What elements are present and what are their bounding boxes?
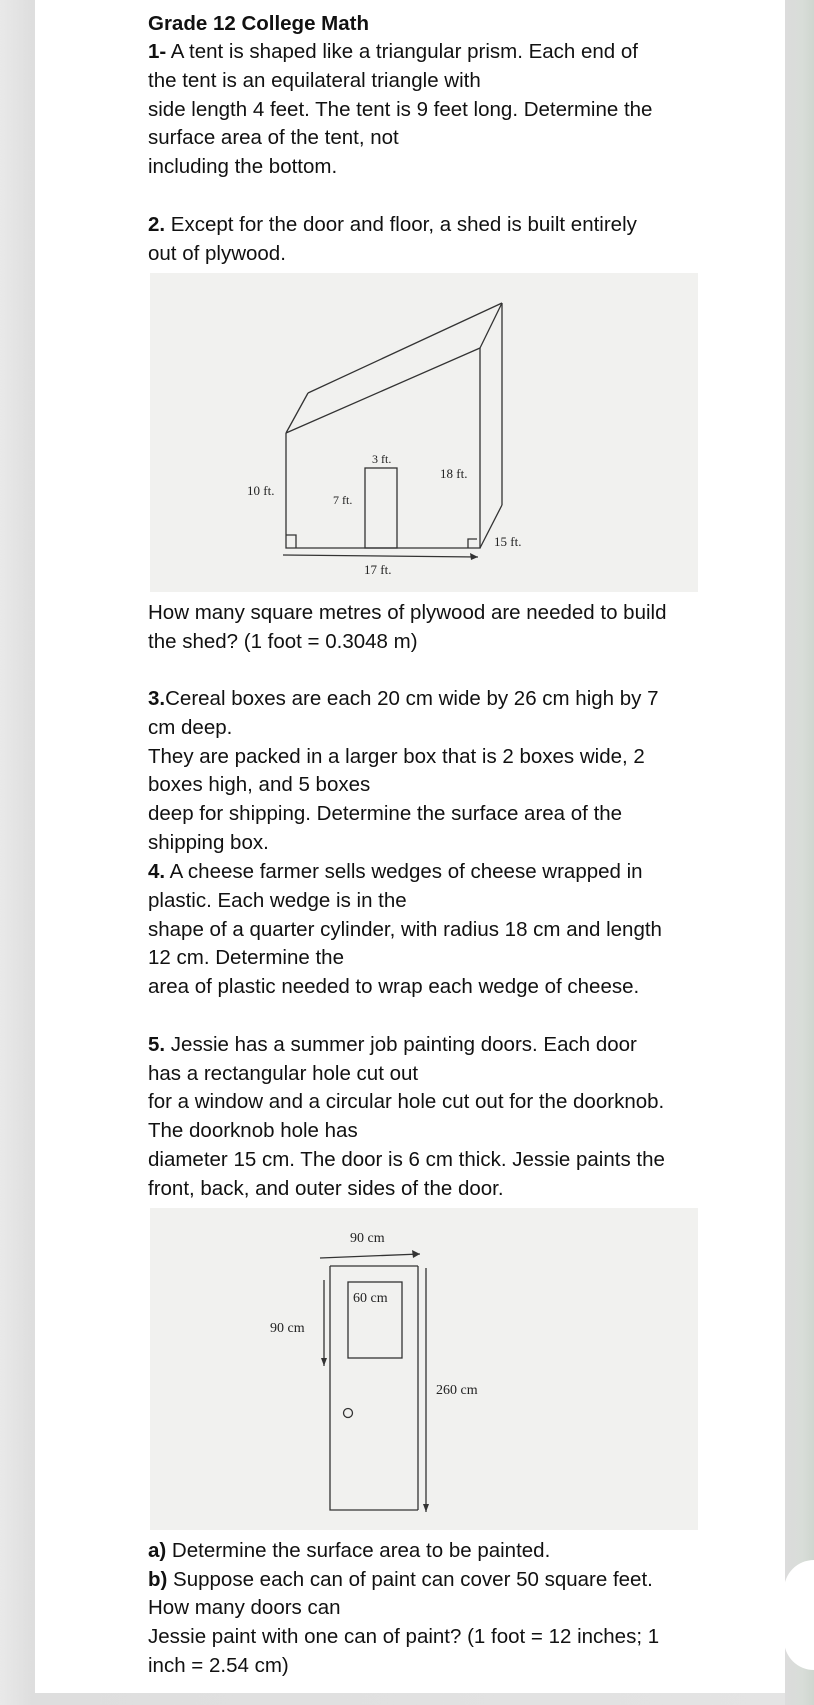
- shed-diagram: [150, 273, 698, 592]
- shed-roof-right-edge: [480, 303, 502, 348]
- label-60cm: 60 cm: [353, 1291, 388, 1306]
- q2-question-line-1: How many square metres of plywood are needed to build: [148, 601, 667, 624]
- q3-line-6: shipping box.: [148, 831, 269, 854]
- q5-line-6: front, back, and outer sides of the door.: [148, 1177, 504, 1200]
- label-90cm-left: 90 cm: [270, 1321, 305, 1336]
- q1-line-1: 1- A tent is shaped like a triangular prism. Each end of: [148, 40, 639, 63]
- q3-line-2: cm deep.: [148, 716, 233, 739]
- q5-part-a: a) Determine the surface area to be painted.: [148, 1539, 551, 1562]
- label-15ft: 15 ft.: [494, 534, 522, 549]
- q5-line-2: has a rectangular hole cut out: [148, 1062, 419, 1085]
- right-angle-right: [468, 539, 477, 548]
- label-10ft: 10 ft.: [247, 483, 275, 498]
- q1-line-2: the tent is an equilateral triangle with: [148, 69, 481, 92]
- q1-line-3: side length 4 feet. The tent is 9 feet long. Determine the: [148, 98, 653, 121]
- label-18ft: 18 ft.: [440, 466, 468, 481]
- door-diagram: [150, 1208, 698, 1530]
- q1-line-4: surface area of the tent, not: [148, 126, 399, 149]
- shed-roof-back-edge: [308, 303, 502, 393]
- door-figure: [150, 1208, 698, 1530]
- window-arrow-head: [321, 1358, 327, 1366]
- shed-roof-left-edge: [286, 393, 308, 433]
- q3-line-1: 3.Cereal boxes are each 20 cm wide by 26 cm high by 7: [148, 687, 659, 710]
- q2-question-line-2: the shed? (1 foot = 0.3048 m): [148, 630, 418, 653]
- q4-line-5: area of plastic needed to wrap each wedge of cheese.: [148, 975, 640, 998]
- q5-part-b-line-1: b) Suppose each can of paint can cover 50 square feet.: [148, 1568, 653, 1591]
- page-title: Grade 12 College Math: [148, 12, 370, 35]
- q3-line-3: They are packed in a larger box that is 2 boxes wide, 2: [148, 745, 645, 768]
- shed-door: [365, 468, 397, 548]
- shed-front-wall: [286, 348, 480, 548]
- q4-line-2: plastic. Each wedge is in the: [148, 889, 407, 912]
- scroll-handle[interactable]: [784, 1560, 814, 1670]
- right-angle-left: [286, 535, 296, 548]
- q1-line-5: including the bottom.: [148, 155, 338, 178]
- q2-line-1: 2. Except for the door and floor, a shed is built entirely: [148, 213, 637, 236]
- doorknob-hole: [344, 1409, 353, 1418]
- q3-line-5: deep for shipping. Determine the surface area of the: [148, 802, 623, 825]
- q5-line-3: for a window and a circular hole cut out for the doorknob.: [148, 1090, 665, 1113]
- shed-roof-front-edge: [286, 348, 480, 433]
- width-dimension-line: [283, 555, 478, 557]
- label-17ft: 17 ft.: [364, 562, 392, 577]
- q5-line-1: 5. Jessie has a summer job painting doors. Each door: [148, 1033, 637, 1056]
- q5-part-b-line-2: How many doors can: [148, 1596, 341, 1619]
- label-90cm-top: 90 cm: [350, 1231, 385, 1246]
- q4-line-4: 12 cm. Determine the: [148, 946, 344, 969]
- q5-part-b-line-3: Jessie paint with one can of paint? (1 foot = 12 inches; 1: [148, 1625, 660, 1648]
- q2-line-2: out of plywood.: [148, 242, 286, 265]
- label-7ft: 7 ft.: [333, 493, 353, 507]
- q4-line-3: shape of a quarter cylinder, with radius 18 cm and length: [148, 918, 662, 941]
- q5-line-4: The doorknob hole has: [148, 1119, 358, 1142]
- label-260cm: 260 cm: [436, 1383, 478, 1398]
- top-arrow-head: [412, 1250, 420, 1258]
- q4-line-1: 4. A cheese farmer sells wedges of cheese wrapped in: [148, 860, 643, 883]
- shed-figure: [150, 273, 698, 592]
- page-edge: [785, 0, 814, 1705]
- q3-line-4: boxes high, and 5 boxes: [148, 773, 371, 796]
- height-arrow-head: [423, 1504, 429, 1512]
- top-width-dimension: [320, 1254, 420, 1258]
- width-arrow-head: [470, 553, 478, 560]
- q5-part-b-line-4: inch = 2.54 cm): [148, 1654, 289, 1677]
- q5-line-5: diameter 15 cm. The door is 6 cm thick. Jessie paints the: [148, 1148, 665, 1171]
- label-3ft: 3 ft.: [372, 452, 392, 466]
